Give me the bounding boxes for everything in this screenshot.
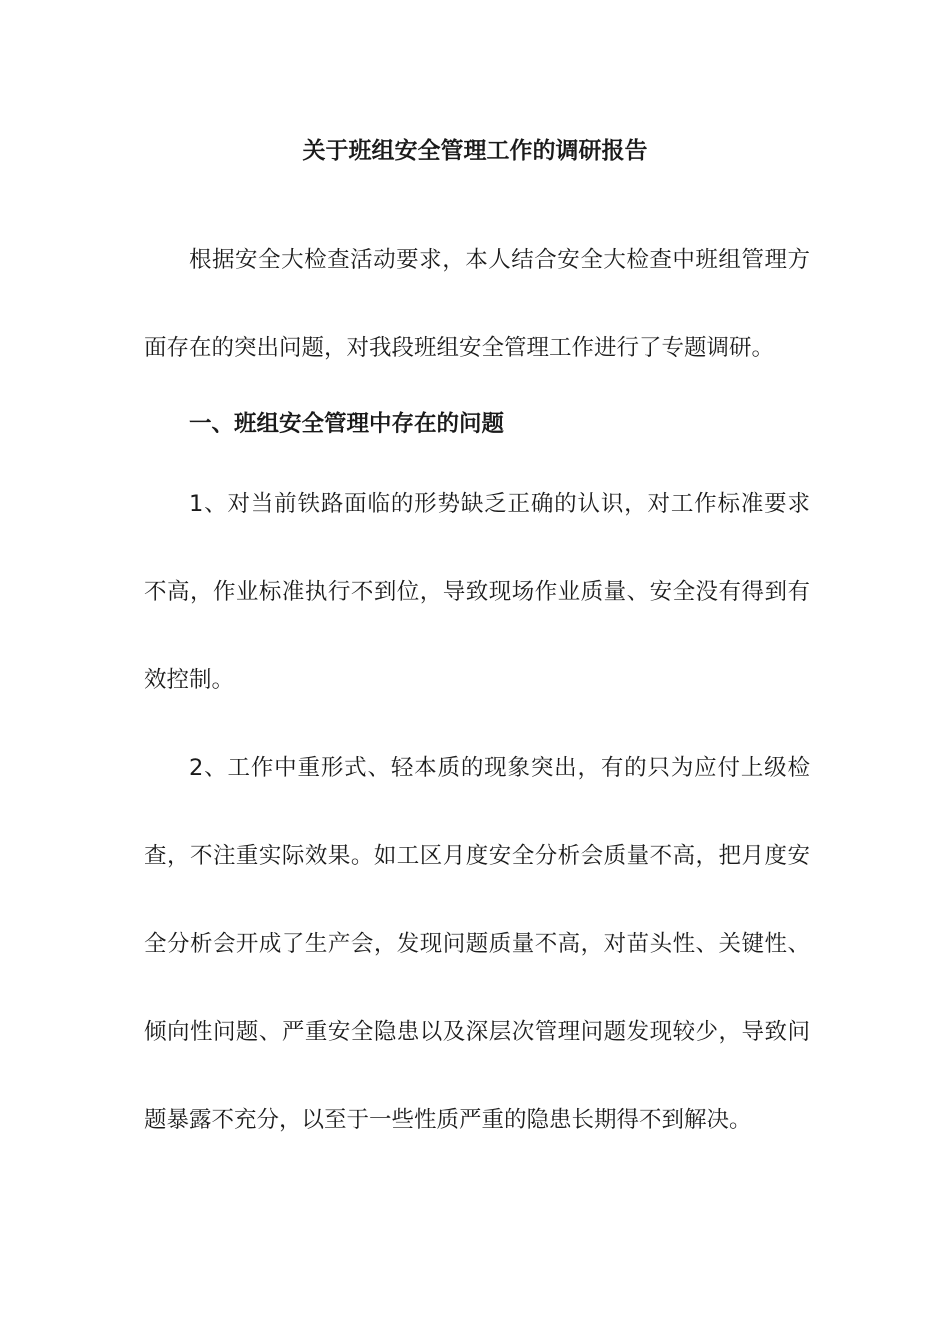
list-item-2: 2、工作中重形式、轻本质的现象突出，有的只为应付上级检查，不注重实际效果。如工区月度安全分析会质量不高，把月度安全分析会开成了生产会，发现问题质量不高，对苗头性、关键性、倾向性问题、严重安全隐患以及深层次管理问题发现较少，导致问题暴露不充分，以至于一些性质严重的隐患长期得不到解决。 (144, 755, 810, 1133)
intro-paragraph: 根据安全大检查活动要求，本人结合安全大检查中班组管理方面存在的突出问题，对我段班组安全管理工作进行了专题调研。 (144, 247, 810, 361)
list-item-1: 1、对当前铁路面临的形势缺乏正确的认识，对工作标准要求不高，作业标准执行不到位，导致现场作业质量、安全没有得到有效控制。 (144, 491, 810, 693)
document-title: 关于班组安全管理工作的调研报告 (302, 138, 648, 164)
section-heading: 一、班组安全管理中存在的问题 (189, 411, 505, 437)
document-body (144, 216, 810, 1164)
